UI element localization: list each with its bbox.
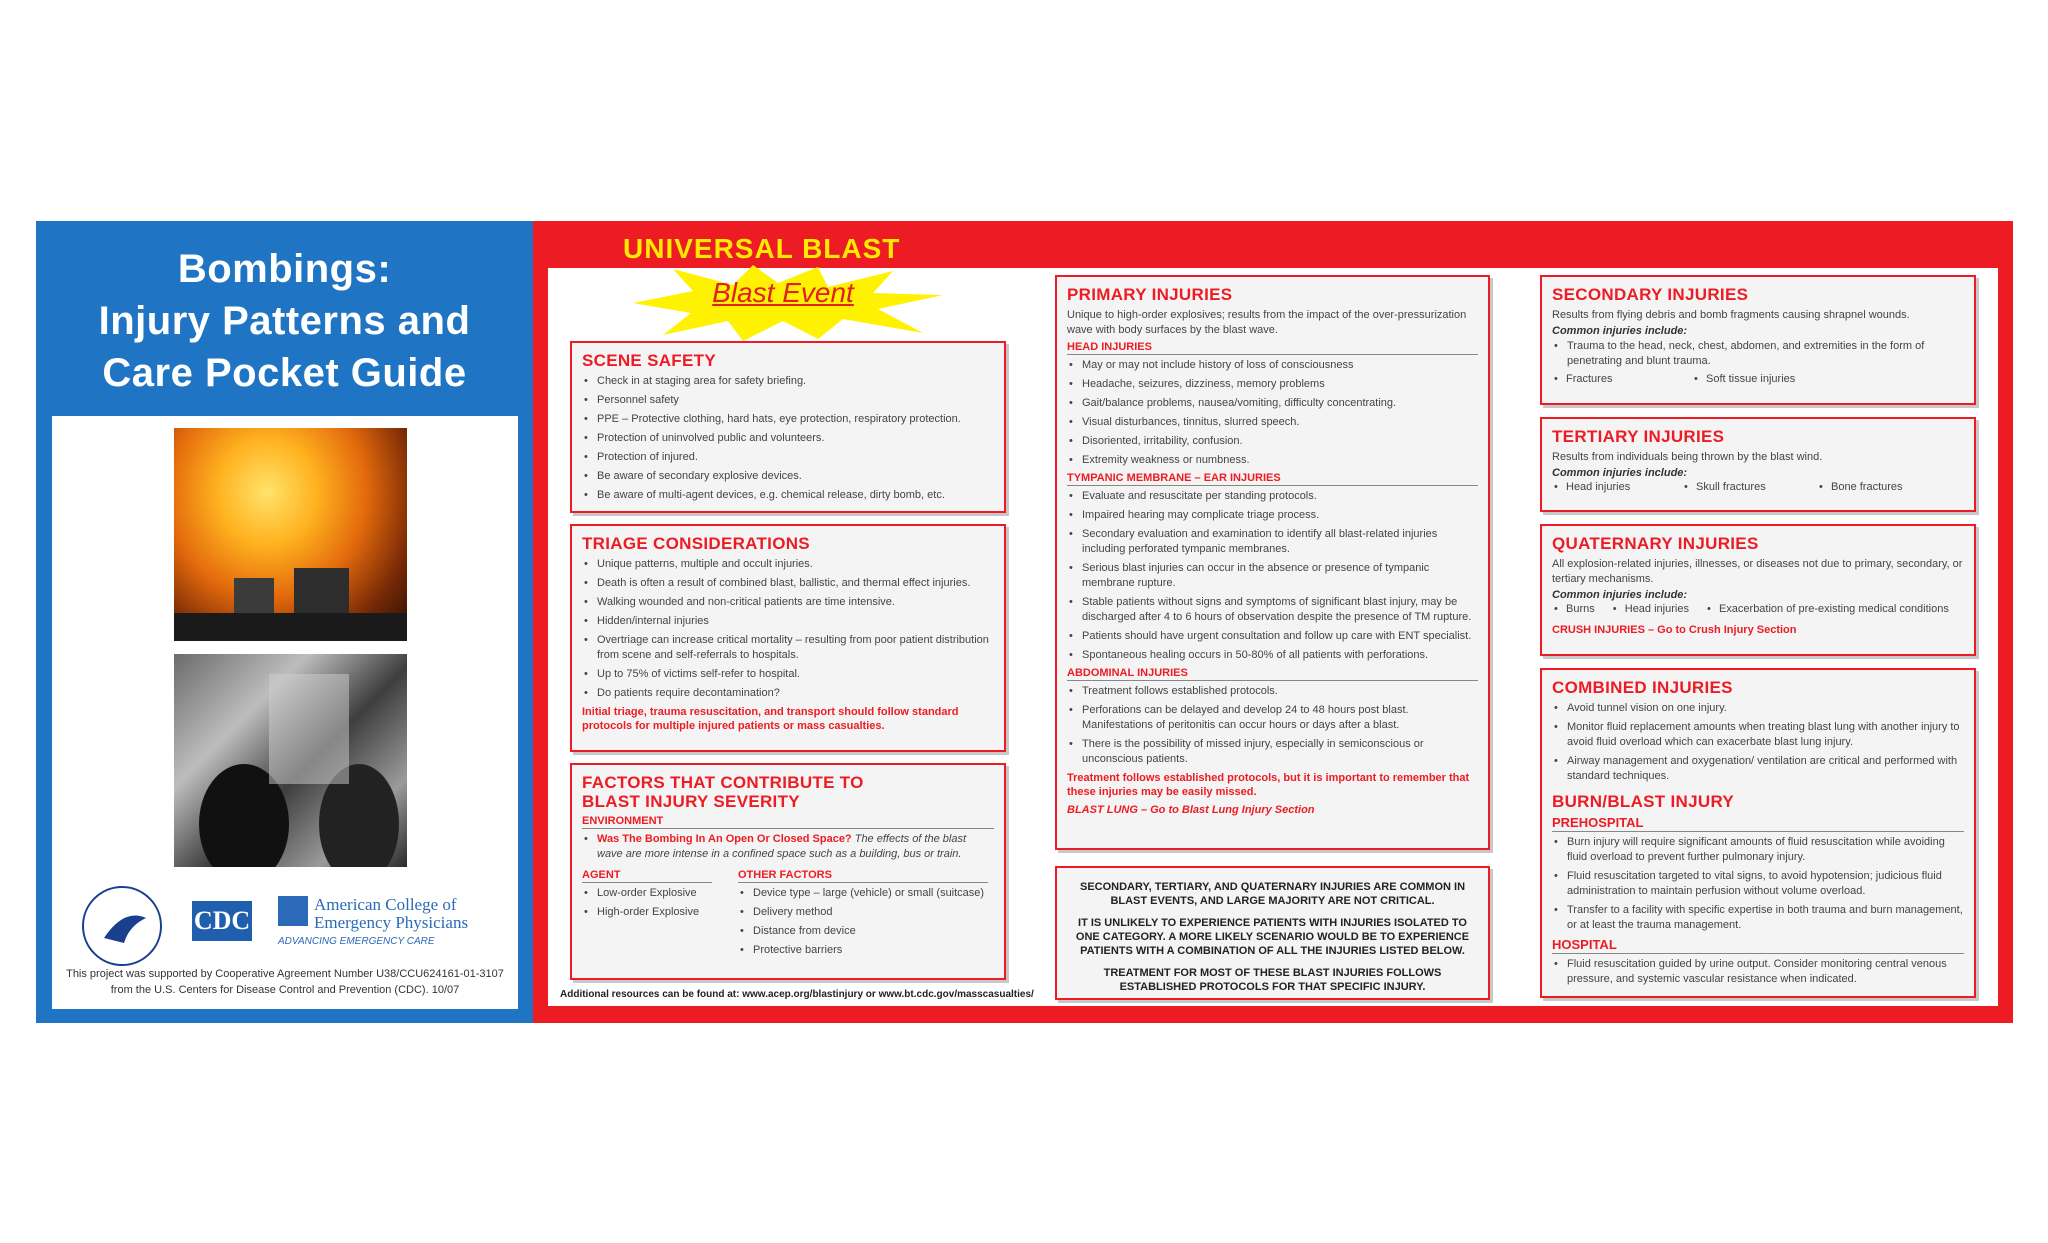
list-item: • Impaired hearing may complicate triage process. bbox=[1067, 508, 1478, 523]
secondary-common-label: Common injuries include: bbox=[1552, 325, 1688, 337]
list-item: • Low-order Explosive bbox=[582, 886, 712, 901]
list-item: • Protection of uninvolved public and volunteers. bbox=[582, 431, 994, 446]
list-item: • Personnel safety bbox=[582, 393, 994, 408]
hhs-logo bbox=[82, 886, 162, 966]
list-item: • Trauma to the head, neck, chest, abdomen, and extremities in the form of penetrating and blunt trauma. bbox=[1552, 339, 1964, 369]
tertiary-injuries-box bbox=[1540, 417, 1976, 512]
list-item: • Be aware of secondary explosive devices. bbox=[582, 469, 994, 484]
environment-label: ENVIRONMENT bbox=[582, 815, 994, 829]
secondary-injuries-box bbox=[1540, 275, 1976, 405]
other-factors-column bbox=[738, 866, 988, 962]
list-item: • Death is often a result of combined blast, ballistic, and thermal effect injuries. bbox=[582, 576, 994, 591]
factors-heading-line-1: FACTORS THAT CONTRIBUTE TO bbox=[582, 773, 864, 792]
triage-heading: TRIAGE CONSIDERATIONS bbox=[582, 534, 810, 553]
scene-safety-list bbox=[582, 374, 994, 503]
quaternary-common-label: Common injuries include: bbox=[1552, 589, 1688, 601]
list-item: • Distance from device bbox=[738, 924, 988, 939]
tertiary-common-label: Common injuries include: bbox=[1552, 467, 1688, 479]
environment-list bbox=[582, 832, 994, 862]
section-title: UNIVERSAL BLAST bbox=[623, 233, 901, 264]
triage-box bbox=[570, 524, 1006, 752]
explosion-photo-graphic bbox=[174, 428, 407, 641]
primary-intro: Unique to high-order explosives; results from the impact of the over-pressurization wave with body surfaces by the blast wave. bbox=[1067, 309, 1467, 336]
list-item: • Protective barriers bbox=[738, 943, 988, 958]
tympanic-label: TYMPANIC MEMBRANE – EAR INJURIES bbox=[1067, 472, 1478, 486]
quaternary-injuries-box bbox=[1540, 524, 1976, 656]
list-item: • Headache, seizures, dizziness, memory problems bbox=[1067, 377, 1478, 392]
xray-photo-graphic bbox=[174, 654, 407, 867]
list-item: • Airway management and oxygenation/ ventilation are critical and performed with standard techniques. bbox=[1552, 754, 1964, 784]
acep-grid-icon bbox=[278, 896, 308, 926]
cover-inner bbox=[52, 416, 518, 1009]
summary-text-2: IT IS UNLIKELY TO EXPERIENCE PATIENTS WITH INJURIES ISOLATED TO ONE CATEGORY. A MORE LIKELY SCENARIO WOULD BE TO EXPERIENCE PATIENTS WITH A COMBINATION OF ALL THE INJURIES LISTED BELOW. bbox=[1075, 917, 1470, 957]
title-line-3: Care Pocket Guide bbox=[102, 351, 467, 395]
list-item: • Avoid tunnel vision on one injury. bbox=[1552, 701, 1964, 716]
hospital-list bbox=[1552, 957, 1964, 987]
list-item: • Disoriented, irritability, confusion. bbox=[1067, 434, 1478, 449]
factors-columns bbox=[582, 866, 994, 962]
combined-heading: COMBINED INJURIES bbox=[1552, 678, 1733, 697]
secondary-inline-list bbox=[1552, 373, 1964, 385]
primary-note: Treatment follows established protocols, but it is important to remember that these injuries may be easily missed. bbox=[1067, 772, 1470, 798]
acep-name-line-2: Emergency Physicians bbox=[314, 913, 469, 932]
list-item: • Hidden/internal injuries bbox=[582, 614, 994, 629]
other-factors-label: OTHER FACTORS bbox=[738, 869, 988, 883]
list-item: • Device type – large (vehicle) or small (suitcase) bbox=[738, 886, 988, 901]
list-item: • Monitor fluid replacement amounts when treating blast lung with another injury to avoid fluid overload which can exacerbate blast lung injury. bbox=[1552, 720, 1964, 750]
combined-injuries-box bbox=[1540, 668, 1976, 998]
list-item: • Perforations can be delayed and develop 24 to 48 hours post blast. Manifestations of peritonitis can occur hours or days after a blast. bbox=[1067, 703, 1478, 733]
list-item: • Up to 75% of victims self-refer to hospital. bbox=[582, 667, 994, 682]
primary-injuries-box bbox=[1055, 275, 1490, 850]
list-item: • Soft tissue injuries bbox=[1692, 373, 1795, 385]
list-item: • PPE – Protective clothing, hard hats, eye protection, respiratory protection. bbox=[582, 412, 994, 427]
explosion-photo bbox=[174, 428, 407, 641]
list-item: • Extremity weakness or numbness. bbox=[1067, 453, 1478, 468]
quaternary-intro: All explosion-related injuries, illnesses, or diseases not due to primary, secondary, or tertiary mechanisms. bbox=[1552, 558, 1963, 585]
list-item: • Fluid resuscitation targeted to vital signs, to avoid hypotension; judicious fluid administration to maintain perfusion without volume overload. bbox=[1552, 869, 1964, 899]
acep-name bbox=[314, 896, 514, 932]
quaternary-heading: QUATERNARY INJURIES bbox=[1552, 534, 1759, 553]
factors-heading bbox=[582, 773, 994, 811]
agent-label: AGENT bbox=[582, 869, 712, 883]
acep-tagline: ADVANCING EMERGENCY CARE bbox=[278, 936, 435, 947]
list-item bbox=[582, 832, 994, 862]
list-item: • Spontaneous healing occurs in 50-80% of all patients with perforations. bbox=[1067, 648, 1478, 663]
blast-event-label: Blast Event bbox=[712, 277, 854, 308]
scene-safety-heading: SCENE SAFETY bbox=[582, 351, 716, 370]
list-item: • Fractures bbox=[1552, 373, 1666, 385]
triage-note: Initial triage, trauma resuscitation, and transport should follow standard protocols for multiple injured patients or mass casualties. bbox=[582, 706, 959, 732]
list-item: • Walking wounded and non-critical patients are time intensive. bbox=[582, 595, 994, 610]
title-line-2: Injury Patterns and bbox=[98, 299, 471, 343]
list-item: • Treatment follows established protocols. bbox=[1067, 684, 1478, 699]
xray-photo bbox=[174, 654, 407, 867]
list-item: • Transfer to a facility with specific expertise in both trauma and burn management, or at least the trauma management. bbox=[1552, 903, 1964, 933]
list-item: • Stable patients without signs and symptoms of significant blast injury, may be discharged after 4 to 6 hours of observation despite the presence of TM rupture. bbox=[1067, 595, 1478, 625]
other-factors-list bbox=[738, 886, 988, 958]
agent-list bbox=[582, 886, 712, 920]
prehospital-list bbox=[1552, 835, 1964, 933]
agent-column bbox=[582, 866, 712, 962]
primary-heading: PRIMARY INJURIES bbox=[1067, 285, 1233, 304]
burn-blast-heading: BURN/BLAST INJURY bbox=[1552, 792, 1735, 811]
title-line-1: Bombings: bbox=[177, 247, 392, 291]
list-item: • Exacerbation of pre-existing medical conditions bbox=[1705, 603, 1949, 615]
factors-box bbox=[570, 763, 1006, 980]
list-item: • Be aware of multi-agent devices, e.g. chemical release, dirty bomb, etc. bbox=[582, 488, 994, 503]
tertiary-intro: Results from individuals being thrown by the blast wind. bbox=[1552, 451, 1823, 463]
list-item: • Check in at staging area for safety briefing. bbox=[582, 374, 994, 389]
list-item: • Delivery method bbox=[738, 905, 988, 920]
environment-text: The effects of the blast wave are more intense in a confined space such as a building, bus or train. bbox=[597, 833, 967, 860]
summary-box bbox=[1055, 866, 1490, 1000]
list-item: • Overtriage can increase critical mortality – resulting from poor patient distribution from scene and self-referrals to hospitals. bbox=[582, 633, 994, 663]
summary-text-3: TREATMENT FOR MOST OF THESE BLAST INJURIES FOLLOWS ESTABLISHED PROTOCOLS FOR THAT SPECIFIC INJURY. bbox=[1103, 967, 1442, 993]
hospital-label: HOSPITAL bbox=[1552, 937, 1964, 954]
list-item: • Protection of injured. bbox=[582, 450, 994, 465]
list-item: • Burn injury will require significant amounts of fluid resuscitation while avoiding fluid overload to prevent further pulmonary injury. bbox=[1552, 835, 1964, 865]
list-item: • Serious blast injuries can occur in the absence or presence of tympanic membrane rupture. bbox=[1067, 561, 1478, 591]
tertiary-heading: TERTIARY INJURIES bbox=[1552, 427, 1725, 446]
cover-panel bbox=[36, 221, 533, 1023]
scene-safety-box bbox=[570, 341, 1006, 513]
secondary-intro: Results from flying debris and bomb fragments causing shrapnel wounds. bbox=[1552, 309, 1910, 321]
quaternary-inline-list bbox=[1552, 603, 1964, 615]
combined-list bbox=[1552, 701, 1964, 784]
list-item: • Secondary evaluation and examination to identify all blast-related injuries including perforated tympanic membranes. bbox=[1067, 527, 1478, 557]
blast-lung-link: BLAST LUNG – Go to Blast Lung Injury Section bbox=[1067, 804, 1315, 816]
secondary-list bbox=[1552, 339, 1964, 369]
head-injuries-list bbox=[1067, 358, 1478, 468]
list-item: • May or may not include history of loss of consciousness bbox=[1067, 358, 1478, 373]
list-item: • Visual disturbances, tinnitus, slurred speech. bbox=[1067, 415, 1478, 430]
list-item: • High-order Explosive bbox=[582, 905, 712, 920]
funding-line-2: from the U.S. Centers for Disease Control and Prevention (CDC). 10/07 bbox=[110, 984, 460, 996]
prehospital-label: PREHOSPITAL bbox=[1552, 815, 1964, 832]
guide-panel bbox=[533, 221, 2013, 1023]
crush-injury-link: CRUSH INJURIES – Go to Crush Injury Section bbox=[1552, 624, 1797, 636]
eagle-icon bbox=[84, 888, 164, 968]
tympanic-list bbox=[1067, 489, 1478, 663]
acep-logo bbox=[278, 896, 508, 956]
list-item: • Head injuries bbox=[1552, 481, 1656, 493]
summary-text-1: SECONDARY, TERTIARY, AND QUATERNARY INJURIES ARE COMMON IN BLAST EVENTS, AND LARGE MAJORITY ARE NOT CRITICAL. bbox=[1079, 881, 1466, 907]
abdominal-label: ABDOMINAL INJURIES bbox=[1067, 667, 1478, 681]
list-item: • Head injuries bbox=[1611, 603, 1689, 615]
list-item: • Unique patterns, multiple and occult injuries. bbox=[582, 557, 994, 572]
list-item: • Burns bbox=[1552, 603, 1595, 615]
list-item: • Gait/balance problems, nausea/vomiting, difficulty concentrating. bbox=[1067, 396, 1478, 411]
list-item: • Patients should have urgent consultation and follow up care with ENT specialist. bbox=[1067, 629, 1478, 644]
cdc-logo: CDC bbox=[192, 901, 252, 941]
abdominal-list bbox=[1067, 684, 1478, 767]
tertiary-inline-list bbox=[1552, 481, 1964, 493]
cover-title bbox=[36, 243, 533, 399]
list-item: • Skull fractures bbox=[1682, 481, 1791, 493]
secondary-heading: SECONDARY INJURIES bbox=[1552, 285, 1749, 304]
factors-heading-line-2: BLAST INJURY SEVERITY bbox=[582, 792, 800, 811]
list-item: • There is the possibility of missed injury, especially in semiconscious or unconscious patients. bbox=[1067, 737, 1478, 767]
head-injuries-label: HEAD INJURIES bbox=[1067, 341, 1478, 355]
list-item: • Fluid resuscitation guided by urine output. Consider monitoring central venous pressure, and systemic vascular resistance when indicated. bbox=[1552, 957, 1964, 987]
environment-question: Was The Bombing In An Open Or Closed Space? bbox=[597, 833, 852, 845]
list-item: • Do patients require decontamination? bbox=[582, 686, 994, 701]
funding-note bbox=[62, 966, 508, 998]
list-item: • Bone fractures bbox=[1817, 481, 1903, 493]
triage-list bbox=[582, 557, 994, 701]
list-item: • Evaluate and resuscitate per standing protocols. bbox=[1067, 489, 1478, 504]
funding-line-1: This project was supported by Cooperative Agreement Number U38/CCU624161-01-3107 bbox=[66, 968, 504, 980]
acep-name-line-1: American College of bbox=[314, 895, 457, 914]
additional-resources: Additional resources can be found at: www.acep.org/blastinjury or www.bt.cdc.gov/masscasualties/ bbox=[560, 989, 1034, 1000]
